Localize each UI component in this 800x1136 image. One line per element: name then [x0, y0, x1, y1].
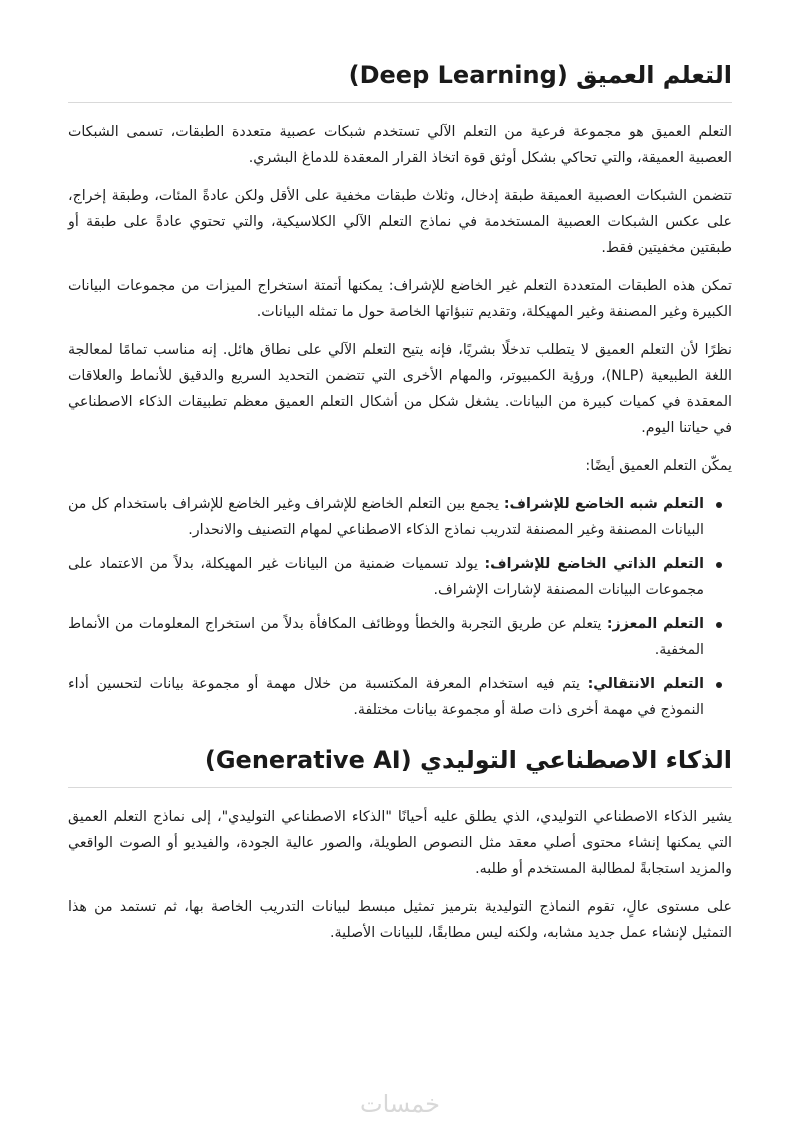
- list-item-text: يولد تسميات ضمنية من البيانات غير المهيكلة، بدلاً من الاعتماد على مجموعات البيانات المصنفة لإشارات الإشراف.: [68, 556, 704, 599]
- paragraph: التعلم العميق هو مجموعة فرعية من التعلم الآلي تستخدم شبكات عصبية متعددة الطبقات، تسمى الشبكات العصبية العميقة، والتي تحاكي بشكل أوثق قوة اتخاذ القرار المعقدة للدماغ البشري.: [68, 124, 732, 167]
- bullet-icon: [716, 622, 722, 628]
- list-item: [68, 491, 704, 543]
- paragraph: يشير الذكاء الاصطناعي التوليدي، الذي يطلق عليه أحيانًا "الذكاء الاصطناعي التوليدي"، إلى نماذج التعلم العميق التي يمكنها إنشاء محتوى أصلي معقد مثل النصوص الطويلة، والصور عالية الجودة، والفيديو أو الصوت الواقعي والمزيد استجابةً لمطالبة المستخدم أو طلبه.: [68, 809, 732, 878]
- list-item-text: يتعلم عن طريق التجربة والخطأ ووظائف المكافأة بدلاً من استخراج المعلومات من الأنماط المخفية.: [68, 616, 704, 659]
- list-item-term: التعلم الذاتي الخاضع للإشراف:: [484, 556, 704, 573]
- watermark-logo: خمسات: [359, 1090, 441, 1118]
- paragraph: تمكن هذه الطبقات المتعددة التعلم غير الخاضع للإشراف: يمكنها أتمتة استخراج الميزات من مجموعات البيانات الكبيرة وغير المصنفة وغير المهيكلة، وتقديم تنبؤاتها الخاصة حول ما تمثله البيانات.: [68, 278, 732, 321]
- list-item: [68, 671, 704, 723]
- list-item-text: يجمع بين التعلم الخاضع للإشراف وغير الخاضع للإشراف باستخدام كل من البيانات المصنفة وغير المصنفة لتدريب نماذج الذكاء الاصطناعي لمهام التصنيف والانحدار.: [68, 496, 704, 539]
- deep-learning-section: [68, 60, 732, 723]
- learning-types-list: [68, 491, 732, 723]
- deep-learning-heading: التعلم العميق (Deep Learning): [68, 60, 732, 103]
- paragraph: نظرًا لأن التعلم العميق لا يتطلب تدخلًا بشريًا، فإنه يتيح التعلم الآلي على نطاق هائل. إنه مناسب تمامًا لمعالجة اللغة الطبيعية (NLP)، ورؤية الكمبيوتر، والمهام الأخرى التي تتضمن التحديد السريع والدقيق للأنماط والعلاقات المعقدة في كميات كبيرة من البيانات. يشغل شكل من أشكال التعلم العميق معظم تطبيقات الذكاء الاصطناعي في حياتنا اليوم.: [68, 342, 732, 437]
- list-item: [68, 611, 704, 663]
- generative-ai-heading: الذكاء الاصطناعي التوليدي (Generative AI): [68, 745, 732, 788]
- bullet-icon: [716, 562, 722, 568]
- list-item-term: التعلم الانتقالي:: [587, 676, 704, 693]
- paragraph: على مستوى عالٍ، تقوم النماذج التوليدية بترميز تمثيل مبسط لبيانات التدريب الخاصة بها، ثم تستمد من هذا التمثيل لإنشاء عمل جديد مشابه، ولكنه ليس مطابقًا، للبيانات الأصلية.: [68, 899, 732, 942]
- bullet-icon: [716, 682, 722, 688]
- paragraph: تتضمن الشبكات العصبية العميقة طبقة إدخال، وثلاث طبقات مخفية على الأقل ولكن عادةً المئات، وطبقة إخراج، على عكس الشبكات العصبية المستخدمة في نماذج التعلم الآلي الكلاسيكية، والتي تحتوي عادةً على طبقة أو طبقتين مخفيتين فقط.: [68, 188, 732, 257]
- list-item: [68, 551, 704, 603]
- list-item-text: يتم فيه استخدام المعرفة المكتسبة من خلال مهمة أو مجموعة بيانات لتحسين أداء النموذج في مهمة أخرى ذات صلة أو مجموعة بيانات مختلفة.: [68, 676, 704, 719]
- generative-ai-section: [68, 745, 732, 946]
- list-item-term: التعلم المعزز:: [606, 616, 704, 633]
- document-page: [68, 60, 732, 958]
- paragraph: يمكّن التعلم العميق أيضًا:: [585, 458, 732, 475]
- list-item-term: التعلم شبه الخاضع للإشراف:: [503, 496, 704, 513]
- bullet-icon: [716, 502, 722, 508]
